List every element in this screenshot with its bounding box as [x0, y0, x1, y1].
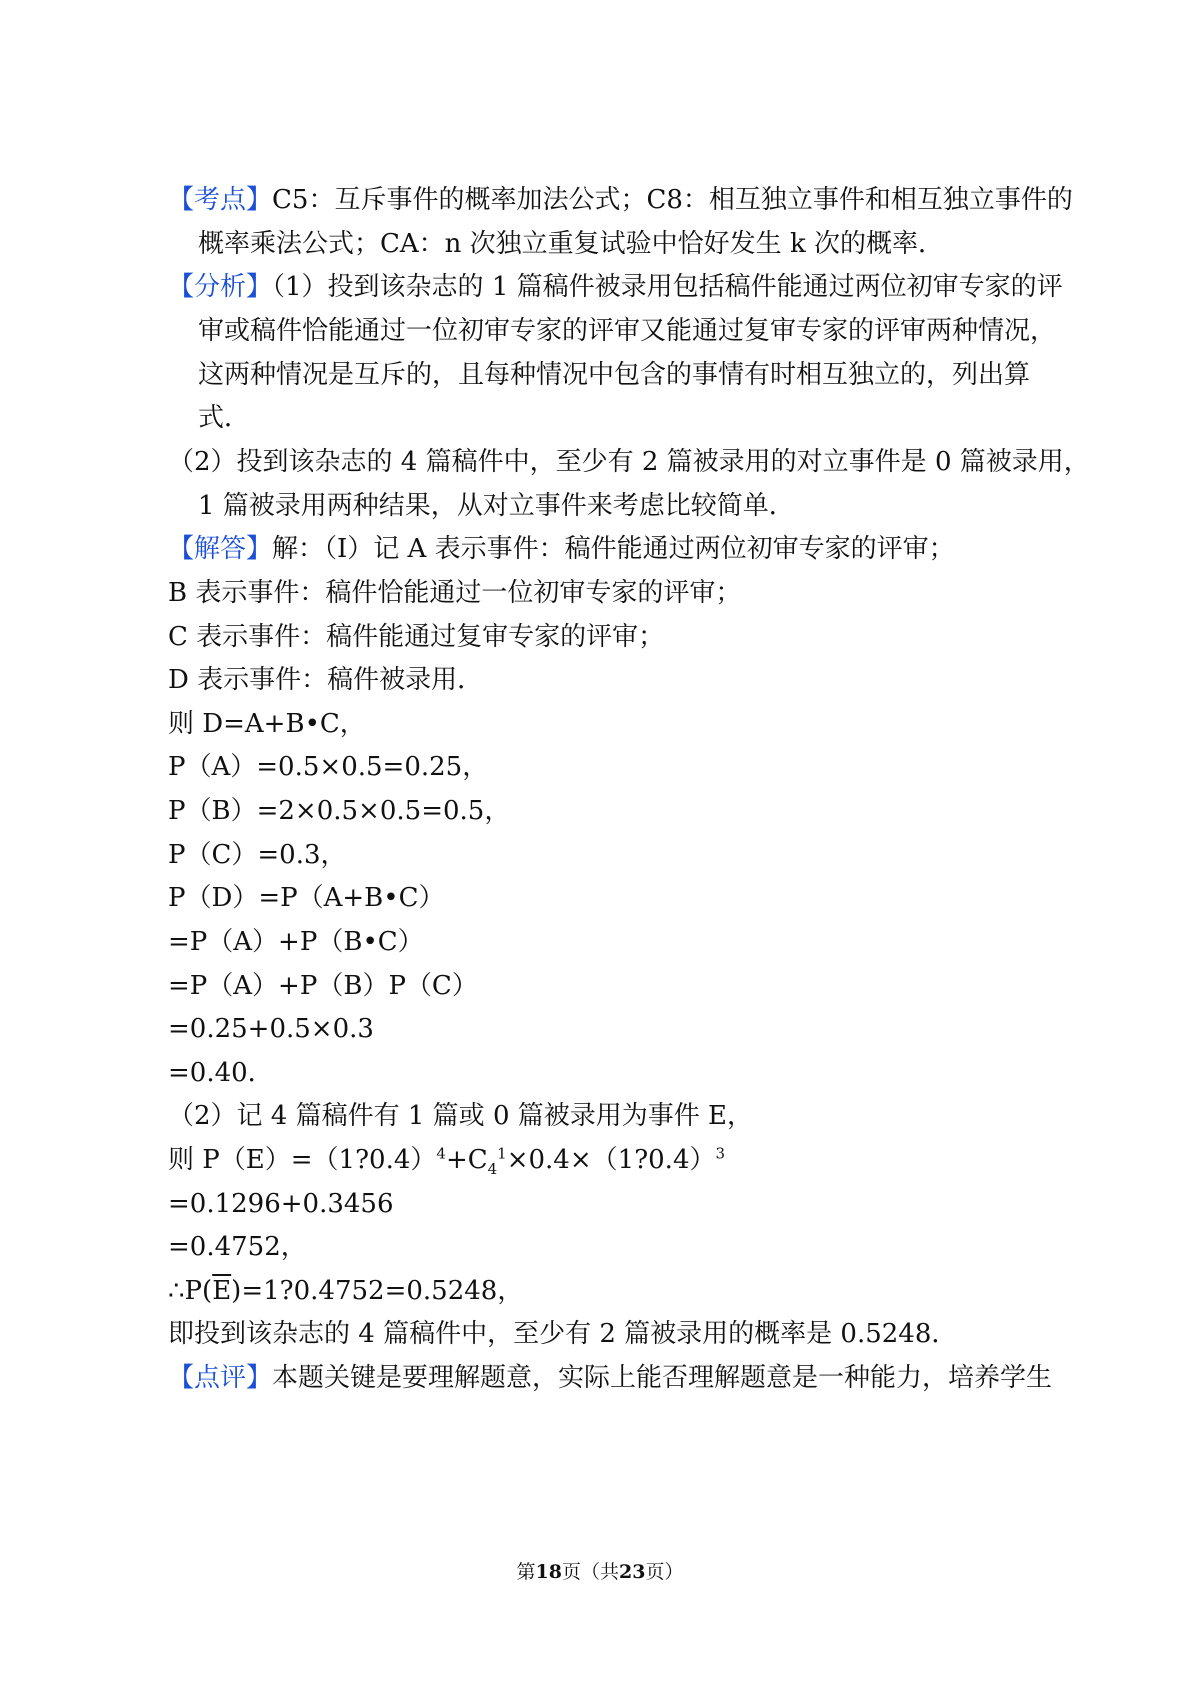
fenxi-text-1: （1）投到该杂志的 1 篇稿件被录用包括稿件能通过两位初审专家的评 — [272, 272, 1063, 302]
fenxi-line-3: 这两种情况是互斥的，且每种情况中包含的事情有时相互独立的，列出算 — [198, 360, 1031, 390]
kaodian-line-2: 概率乘法公式；CA：n 次独立重复试验中恰好发生 k 次的概率． — [198, 229, 944, 259]
pe-part-b: 0.4） — [369, 1145, 437, 1175]
dianping-text-1: 本题关键是要理解题意，实际上能否理解题意是一种能力，培养学生 — [272, 1363, 1053, 1393]
pe-part-c: +C — [445, 1145, 488, 1175]
footer-suffix: 页） — [645, 1561, 684, 1583]
fenxi-line-1 — [168, 271, 1063, 303]
fenxi-line-6: 1 篇被录用两种结果，从对立事件来考虑比较简单． — [198, 491, 795, 521]
solution-line-part2: （2）记 4 篇稿件有 1 篇或 0 篇被录用为事件 E， — [168, 1101, 754, 1131]
solution-line-pb: P（B）=2×0.5×0.5=0.5， — [168, 796, 511, 826]
pe-part-e: 0.4） — [648, 1145, 716, 1175]
solution-line-step1: =P（A）+P（B•C） — [168, 927, 424, 957]
jieda-line-1 — [168, 533, 955, 565]
pe-exp-3: 3 — [715, 1144, 726, 1163]
pe-part-a: 则 P（E）=（1 — [168, 1145, 356, 1175]
complement-part-c: )=1 — [231, 1276, 280, 1306]
fenxi-line-5: （2）投到该杂志的 4 篇稿件中，至少有 2 篇被录用的对立事件是 0 篇被录用， — [168, 447, 1090, 477]
jieda-text-1: 解：（Ⅰ）记 A 表示事件：稿件能通过两位初审专家的评审； — [272, 534, 955, 564]
solution-line-step2: =P（A）+P（B）P（C） — [168, 971, 478, 1001]
solution-line-c: C 表示事件：稿件能通过复审专家的评审； — [168, 622, 665, 652]
jieda-tag: 【解答】 — [168, 534, 273, 564]
solution-line-b: B 表示事件：稿件恰能通过一位初审专家的评审； — [168, 578, 742, 608]
dianping-line-1 — [168, 1362, 1052, 1394]
solution-line-then: 则 D=A+B•C， — [168, 709, 366, 739]
kaodian-text-1: C5：互斥事件的概率加法公式；C8：相互独立事件和相互独立事件的 — [272, 185, 1073, 215]
footer-page-number: 18 — [535, 1561, 562, 1583]
missing-glyph: ? — [355, 1145, 370, 1175]
solution-line-complement — [168, 1275, 523, 1307]
pe-part-d: ×0.4×（1 — [506, 1145, 635, 1175]
kaodian-tag: 【考点】 — [168, 185, 273, 215]
fenxi-tag: 【分析】 — [168, 272, 273, 302]
solution-line-pa: P（A）=0.5×0.5=0.25， — [168, 752, 489, 782]
pe-sup-1: 1 — [497, 1144, 507, 1163]
missing-glyph: ? — [279, 1276, 294, 1306]
solution-line-step3: =0.25+0.5×0.3 — [168, 1014, 374, 1044]
page-footer — [0, 1560, 1200, 1584]
solution-line-step4: =0.40． — [168, 1058, 274, 1088]
complement-event-bar: $\overline{E}$ — [212, 1276, 232, 1306]
complement-part-d: 0.4752=0.5248， — [293, 1276, 524, 1306]
missing-glyph: ? — [634, 1145, 649, 1175]
fenxi-line-2: 审或稿件恰能通过一位初审专家的评审又能通过复审专家的评审两种情况， — [198, 316, 1057, 346]
solution-line-result: =0.4752， — [168, 1232, 307, 1262]
pe-exp-4: 4 — [436, 1144, 446, 1163]
pe-sub-4: 4 — [487, 1160, 498, 1179]
solution-line-pc: P（C）=0.3， — [168, 840, 347, 870]
kaodian-line-1 — [168, 184, 1073, 216]
complement-part-a: ∴P( — [168, 1276, 213, 1306]
solution-line-pd: P（D）=P（A+B•C） — [168, 883, 445, 913]
footer-total-pages: 23 — [619, 1561, 646, 1583]
solution-line-conclusion: 即投到该杂志的 4 篇稿件中，至少有 2 篇被录用的概率是 0.5248． — [168, 1319, 958, 1349]
dianping-tag: 【点评】 — [168, 1363, 273, 1393]
fenxi-line-4: 式． — [198, 403, 251, 433]
footer-prefix: 第 — [516, 1561, 536, 1583]
solution-line-sum: =0.1296+0.3456 — [168, 1189, 394, 1219]
solution-line-pe — [168, 1144, 726, 1179]
solution-line-d: D 表示事件：稿件被录用． — [168, 665, 484, 695]
footer-middle: 页（共 — [561, 1561, 619, 1583]
